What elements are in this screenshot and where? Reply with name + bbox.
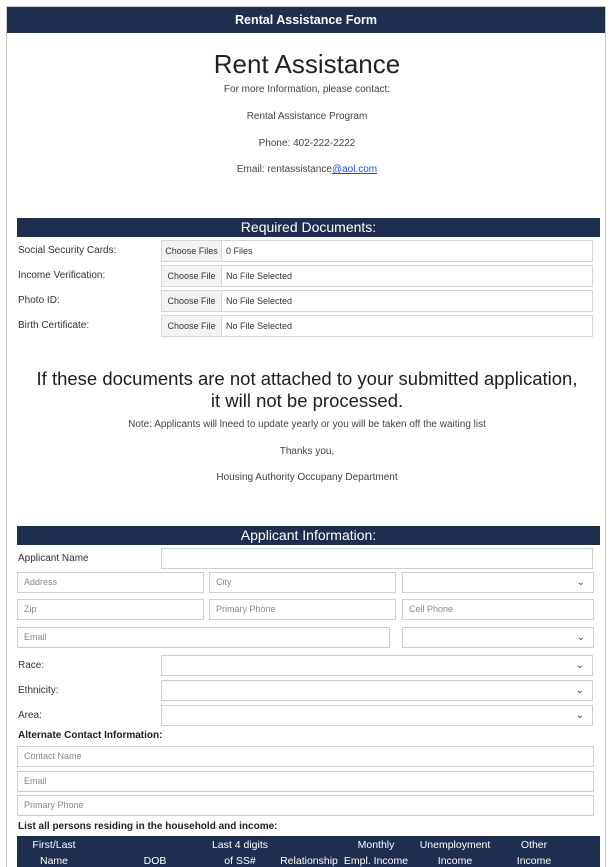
- col-ssn-line2: of SS#: [224, 855, 256, 867]
- warning-line-1: If these documents are not attached to your submitted application,: [36, 368, 578, 389]
- file-status: 0 Files: [226, 246, 253, 256]
- chevron-down-icon: ⌄: [575, 660, 584, 671]
- doc-label-ss-cards: Social Security Cards:: [18, 245, 117, 256]
- file-input-ss-cards[interactable]: [161, 240, 593, 262]
- choose-files-button[interactable]: Choose Files: [162, 241, 222, 261]
- email-type-select[interactable]: [402, 627, 594, 648]
- file-input-photo-id[interactable]: [161, 290, 593, 312]
- race-label: Race:: [18, 660, 45, 671]
- doc-label-income: Income Verification:: [18, 270, 106, 281]
- contact-name-input[interactable]: Contact Name: [17, 746, 594, 767]
- applicant-name-input[interactable]: [161, 548, 593, 569]
- choose-file-button[interactable]: Choose File: [162, 266, 222, 286]
- choose-file-button[interactable]: Choose File: [162, 316, 222, 336]
- window-title: Rental Assistance Form: [7, 7, 605, 33]
- cell-phone-input[interactable]: Cell Phone: [402, 599, 594, 620]
- file-input-income[interactable]: [161, 265, 593, 287]
- city-input[interactable]: City: [209, 572, 396, 593]
- col-unemployment-line2: Income: [437, 855, 473, 867]
- email-input[interactable]: Email: [17, 627, 390, 648]
- contact-email-input[interactable]: Email: [17, 771, 594, 792]
- col-dob: DOB: [143, 855, 167, 867]
- page-title: Rent Assistance: [213, 49, 401, 79]
- choose-file-button[interactable]: Choose File: [162, 291, 222, 311]
- contact-intro: For more Information, please contact:: [223, 84, 391, 95]
- area-label: Area:: [18, 710, 42, 721]
- thanks-text: Thanks you,: [279, 446, 335, 457]
- address-input[interactable]: Address: [17, 572, 204, 593]
- state-select[interactable]: [402, 572, 594, 593]
- col-unemployment-line1: Unemployment: [419, 839, 491, 851]
- department-text: Housing Authority Occupany Department: [216, 472, 398, 483]
- chevron-down-icon: ⌄: [575, 685, 584, 696]
- file-status: No File Selected: [226, 321, 293, 331]
- col-monthly-line2: Empl. Income: [343, 855, 409, 867]
- col-name-line1: First/Last: [32, 839, 76, 851]
- file-status: No File Selected: [226, 296, 293, 306]
- form-window: [6, 6, 606, 867]
- household-heading: List all persons residing in the household and income:: [18, 821, 278, 832]
- alternate-contact-heading: Alternate Contact Information:: [18, 730, 163, 741]
- ethnicity-select[interactable]: [161, 680, 593, 701]
- required-documents-header: Required Documents:: [17, 218, 600, 237]
- race-select[interactable]: [161, 655, 593, 676]
- contact-email: [7, 164, 607, 175]
- col-name-line2: Name: [39, 855, 68, 867]
- note-text: Note: Applicants will lneed to update yearly or you will be taken off the waiting list: [128, 419, 486, 430]
- ethnicity-label: Ethnicity:: [18, 685, 59, 696]
- col-relationship: Relationship: [280, 855, 338, 867]
- contact-phone: Phone: 402-222-2222: [258, 138, 356, 149]
- email-prefix: Email: rentassistance: [236, 164, 332, 175]
- contact-phone-input[interactable]: Primary Phone: [17, 795, 594, 816]
- doc-label-birth-cert: Birth Certificate:: [18, 320, 90, 331]
- doc-label-photo-id: Photo ID:: [18, 295, 60, 306]
- zip-input[interactable]: Zip: [17, 599, 204, 620]
- email-link[interactable]: @aol.com: [331, 164, 378, 175]
- col-ssn-line1: Last 4 digits: [211, 839, 269, 851]
- chevron-down-icon: ⌄: [576, 577, 585, 588]
- col-other-line2: Income: [516, 855, 552, 867]
- warning-line-2: it will not be processed.: [210, 390, 404, 411]
- primary-phone-input[interactable]: Primary Phone: [209, 599, 396, 620]
- file-input-birth-cert[interactable]: [161, 315, 593, 337]
- applicant-information-header: Applicant Information:: [17, 526, 600, 545]
- col-monthly-line1: Monthly: [357, 839, 395, 851]
- file-status: No File Selected: [226, 271, 293, 281]
- program-name: Rental Assistance Program: [246, 111, 368, 122]
- chevron-down-icon: ⌄: [575, 710, 584, 721]
- household-table-header: [17, 836, 600, 867]
- area-select[interactable]: [161, 705, 593, 726]
- col-other-line1: Other: [520, 839, 548, 851]
- applicant-name-label: Applicant Name: [18, 553, 89, 564]
- chevron-down-icon: ⌄: [576, 632, 585, 643]
